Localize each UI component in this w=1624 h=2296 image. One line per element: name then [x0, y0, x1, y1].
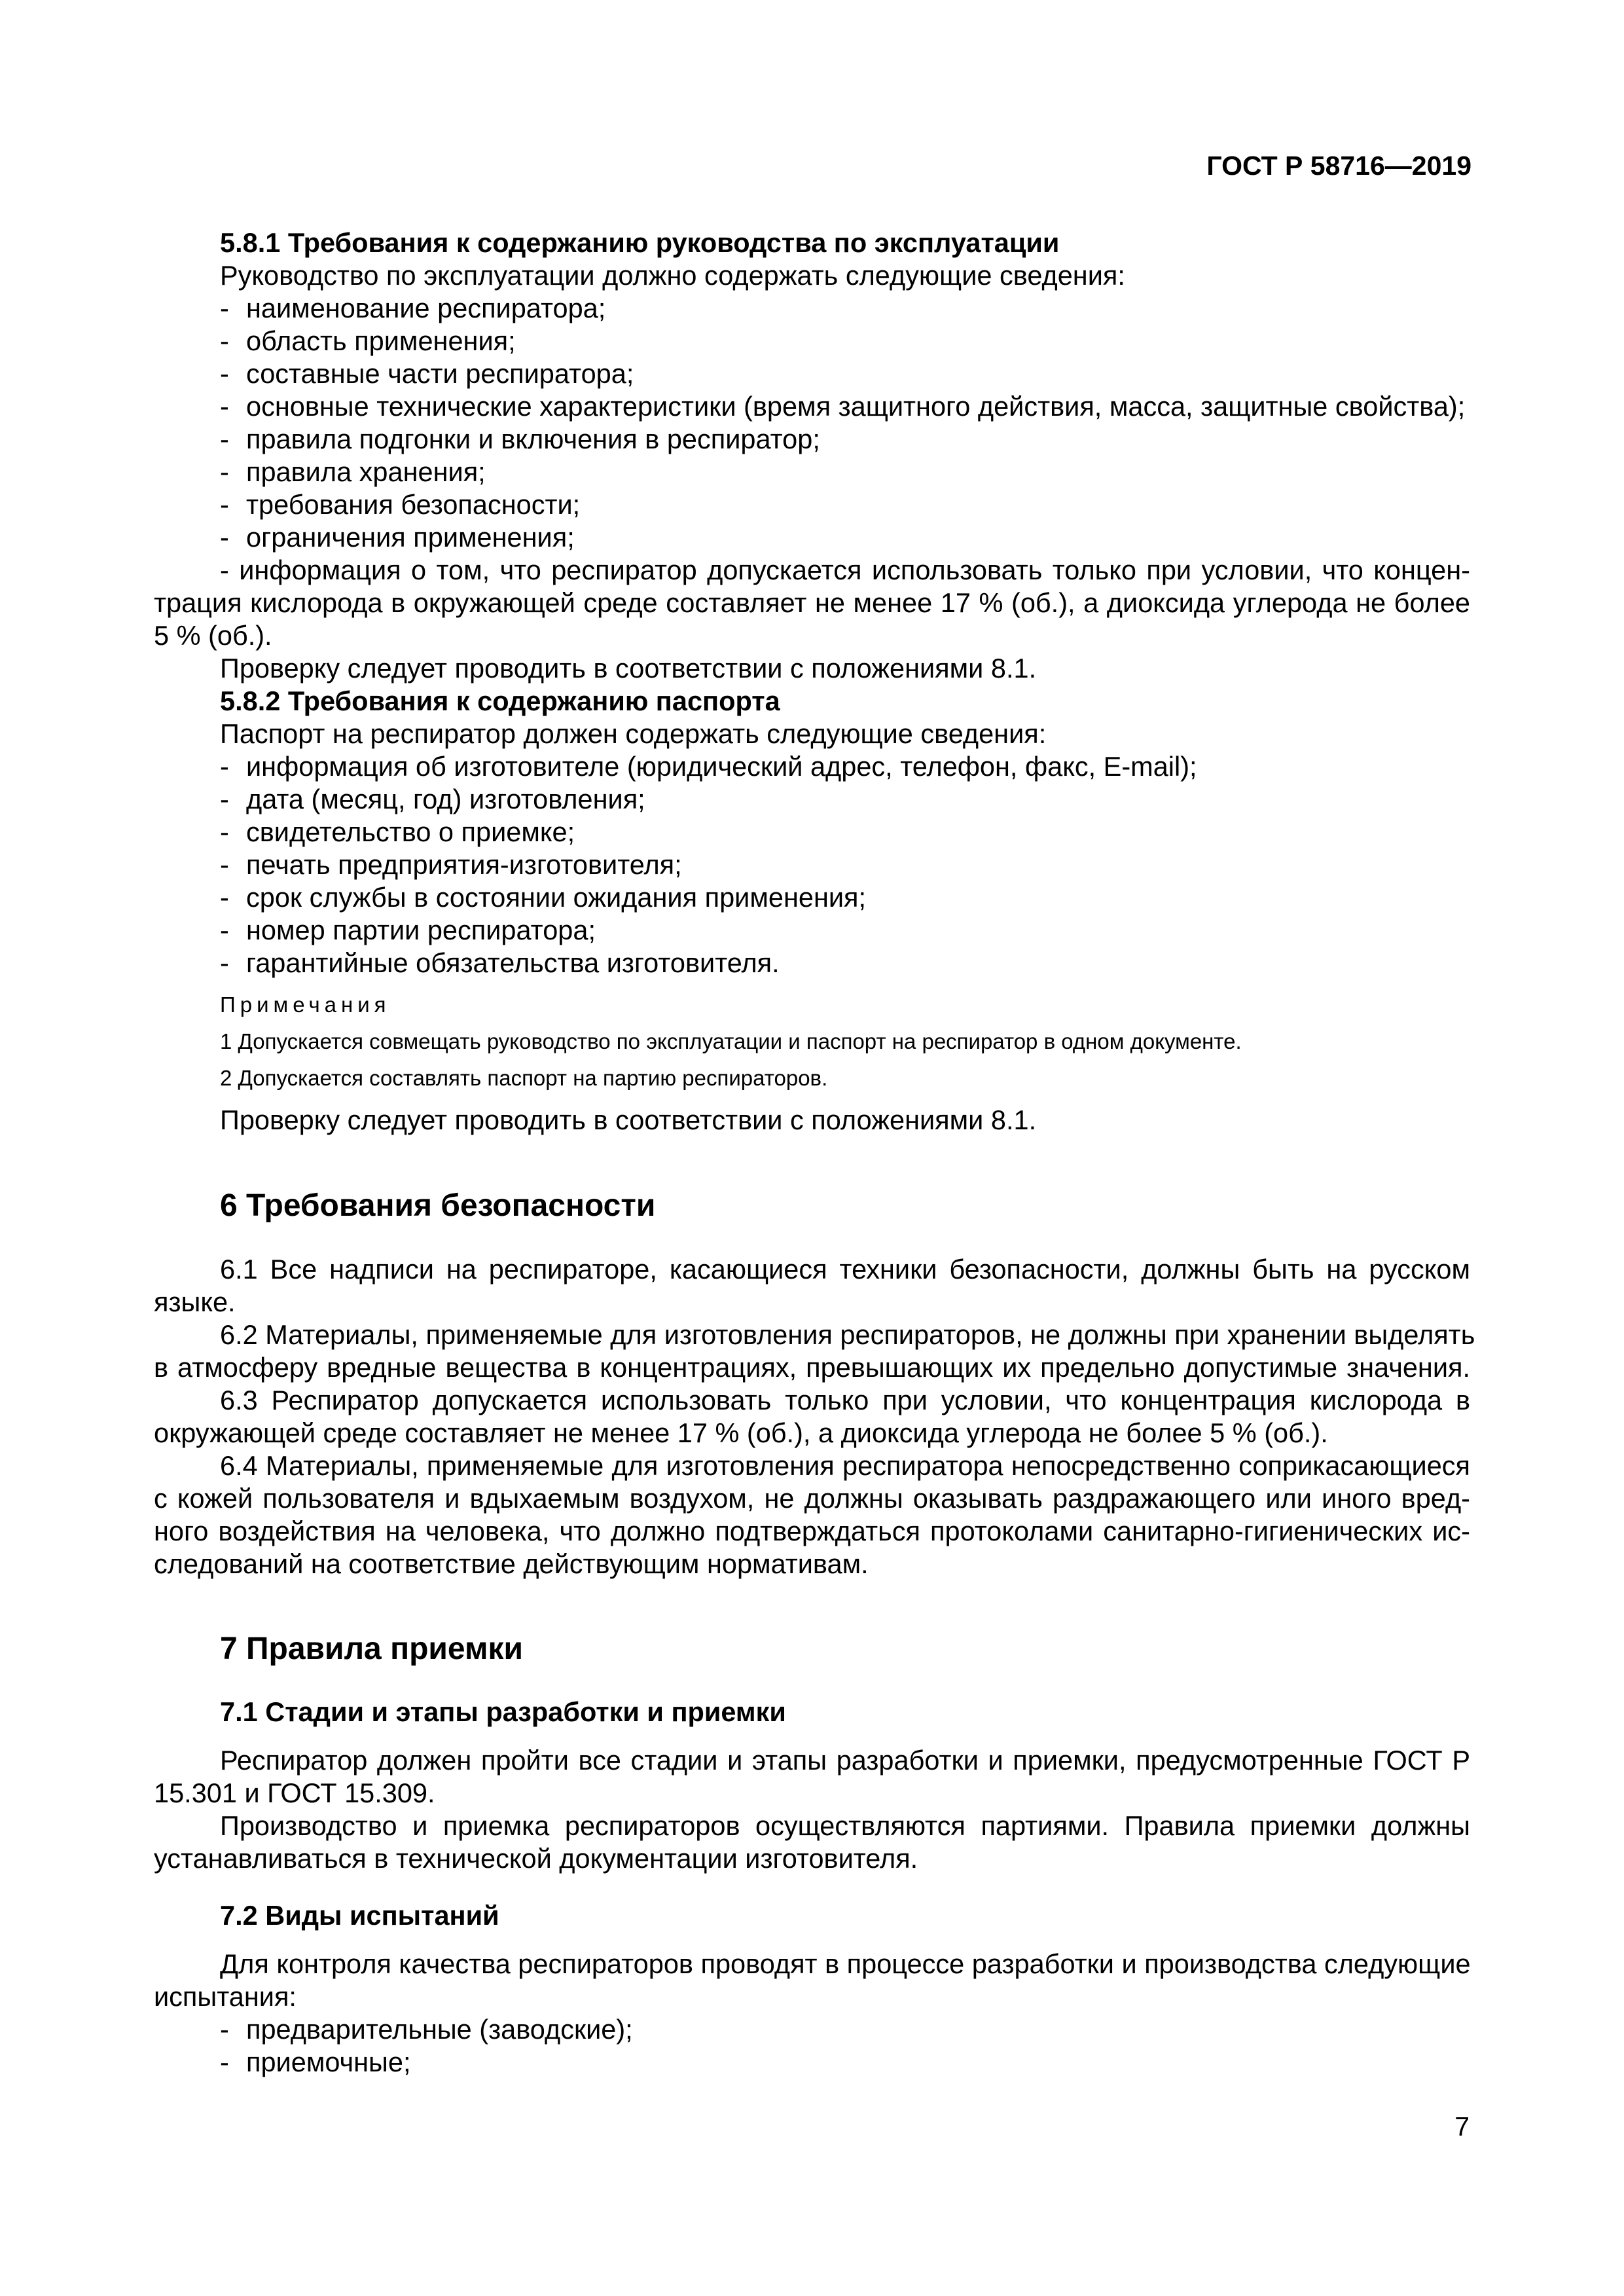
- list-item: - гарантийные обязательства изготовителя.: [220, 947, 780, 978]
- list-item: - область применения;: [220, 325, 516, 356]
- section-7-2-title: 7.2 Виды испытаний: [220, 1900, 499, 1931]
- para-7-2-line1: Для контроля качества респираторов проводят в процессе разработки и производства следующие: [220, 1948, 1471, 1979]
- list-item: - дата (месяц, год) изготовления;: [220, 784, 645, 814]
- para-7-1-2-line2: устанавливаться в технической документации изготовителя.: [154, 1843, 918, 1874]
- note-1: 1 Допускается совмещать руководство по эксплуатации и паспорт на респиратор в одном документе.: [220, 1029, 1242, 1053]
- para-7-1-1-line2: 15.301 и ГОСТ 15.309.: [154, 1777, 435, 1808]
- list-item: - основные технические характеристики (время защитного действия, масса, защитные свойства);: [220, 391, 1466, 422]
- list-item: - правила хранения;: [220, 456, 486, 487]
- para-6-4-line1: 6.4 Материалы, применяемые для изготовления респиратора непосредственно соприкасающиеся: [220, 1450, 1470, 1481]
- para-6-1-line1: 6.1 Все надписи на респираторе, касающиеся техники безопасности, должны быть на русском: [220, 1254, 1470, 1285]
- list-item-oxygen-line2: трация кислорода в окружающей среде составляет не менее 17 % (об.), а диоксида углерода не более: [154, 587, 1470, 618]
- notes-title: Примечания: [220, 993, 391, 1017]
- list-item: - информация об изготовителе (юридический адрес, телефон, факс, E-mail);: [220, 751, 1197, 782]
- para-6-4-line2: с кожей пользователя и вдыхаемым воздухом, не должны оказывать раздражающего или иного вред-: [154, 1483, 1470, 1514]
- para-7-1-2-line1: Производство и приемка респираторов осуществляются партиями. Правила приемки должны: [220, 1810, 1470, 1841]
- para-6-3-line1: 6.3 Респиратор допускается использовать только при условии, что концентрация кислорода в: [220, 1385, 1470, 1415]
- list-item: - номер партии респиратора;: [220, 915, 596, 945]
- section-5-8-2-intro: Паспорт на респиратор должен содержать следующие сведения:: [220, 718, 1047, 749]
- list-item: - свидетельство о приемке;: [220, 816, 575, 847]
- section-7-1-title: 7.1 Стадии и этапы разработки и приемки: [220, 1696, 786, 1727]
- section-5-8-1-intro: Руководство по эксплуатации должно содержать следующие сведения:: [220, 260, 1125, 291]
- document-header: ГОСТ Р 58716—2019: [1206, 151, 1471, 181]
- section-7-title: 7 Правила приемки: [220, 1631, 524, 1666]
- list-item: - составные части респиратора;: [220, 358, 634, 389]
- list-item: - срок службы в состоянии ожидания применения;: [220, 882, 867, 913]
- section-5-8-1-check: Проверку следует проводить в соответствии с положениями 8.1.: [220, 653, 1037, 683]
- section-5-8-2-title: 5.8.2 Требования к содержанию паспорта: [220, 685, 780, 716]
- para-7-2-line2: испытания:: [154, 1981, 297, 2012]
- para-6-3-line2: окружающей среде составляет не менее 17 % (об.), а диоксида углерода не более 5 % (об.).: [154, 1417, 1328, 1448]
- section-5-8-2-check: Проверку следует проводить в соответствии с положениями 8.1.: [220, 1104, 1037, 1135]
- para-6-4-line4: следований на соответствие действующим нормативам.: [154, 1548, 869, 1579]
- list-item: - предварительные (заводские);: [220, 2014, 633, 2045]
- page-number: 7: [1454, 2111, 1470, 2141]
- para-6-1-line2: языке.: [154, 1286, 236, 1317]
- list-item-oxygen-line3: 5 % (об.).: [154, 620, 272, 651]
- para-6-2-line2: в атмосферу вредные вещества в концентрациях, превышающих их предельно допустимые значения.: [154, 1352, 1470, 1383]
- list-item: - приемочные;: [220, 2047, 411, 2077]
- list-item: - ограничения применения;: [220, 522, 575, 553]
- list-item: - требования безопасности;: [220, 489, 581, 520]
- list-item: - наименование респиратора;: [220, 293, 606, 323]
- para-6-4-line3: ного воздействия на человека, что должно подтверждаться протоколами санитарно-гигиенических ис-: [154, 1516, 1470, 1546]
- para-6-2-line1: 6.2 Материалы, применяемые для изготовления респираторов, не должны при хранении выделять: [220, 1319, 1475, 1350]
- list-item: - правила подгонки и включения в респиратор;: [220, 424, 820, 454]
- section-5-8-1-title: 5.8.1 Требования к содержанию руководства по эксплуатации: [220, 227, 1060, 258]
- list-item-oxygen-line1: - информация о том, что респиратор допускается использовать только при условии, что концен-: [220, 555, 1470, 585]
- note-2: 2 Допускается составлять паспорт на партию респираторов.: [220, 1066, 828, 1090]
- list-item: - печать предприятия-изготовителя;: [220, 849, 682, 880]
- para-7-1-1-line1: Респиратор должен пройти все стадии и этапы разработки и приемки, предусмотренные ГОСТ Р: [220, 1745, 1470, 1776]
- section-6-title: 6 Требования безопасности: [220, 1188, 656, 1223]
